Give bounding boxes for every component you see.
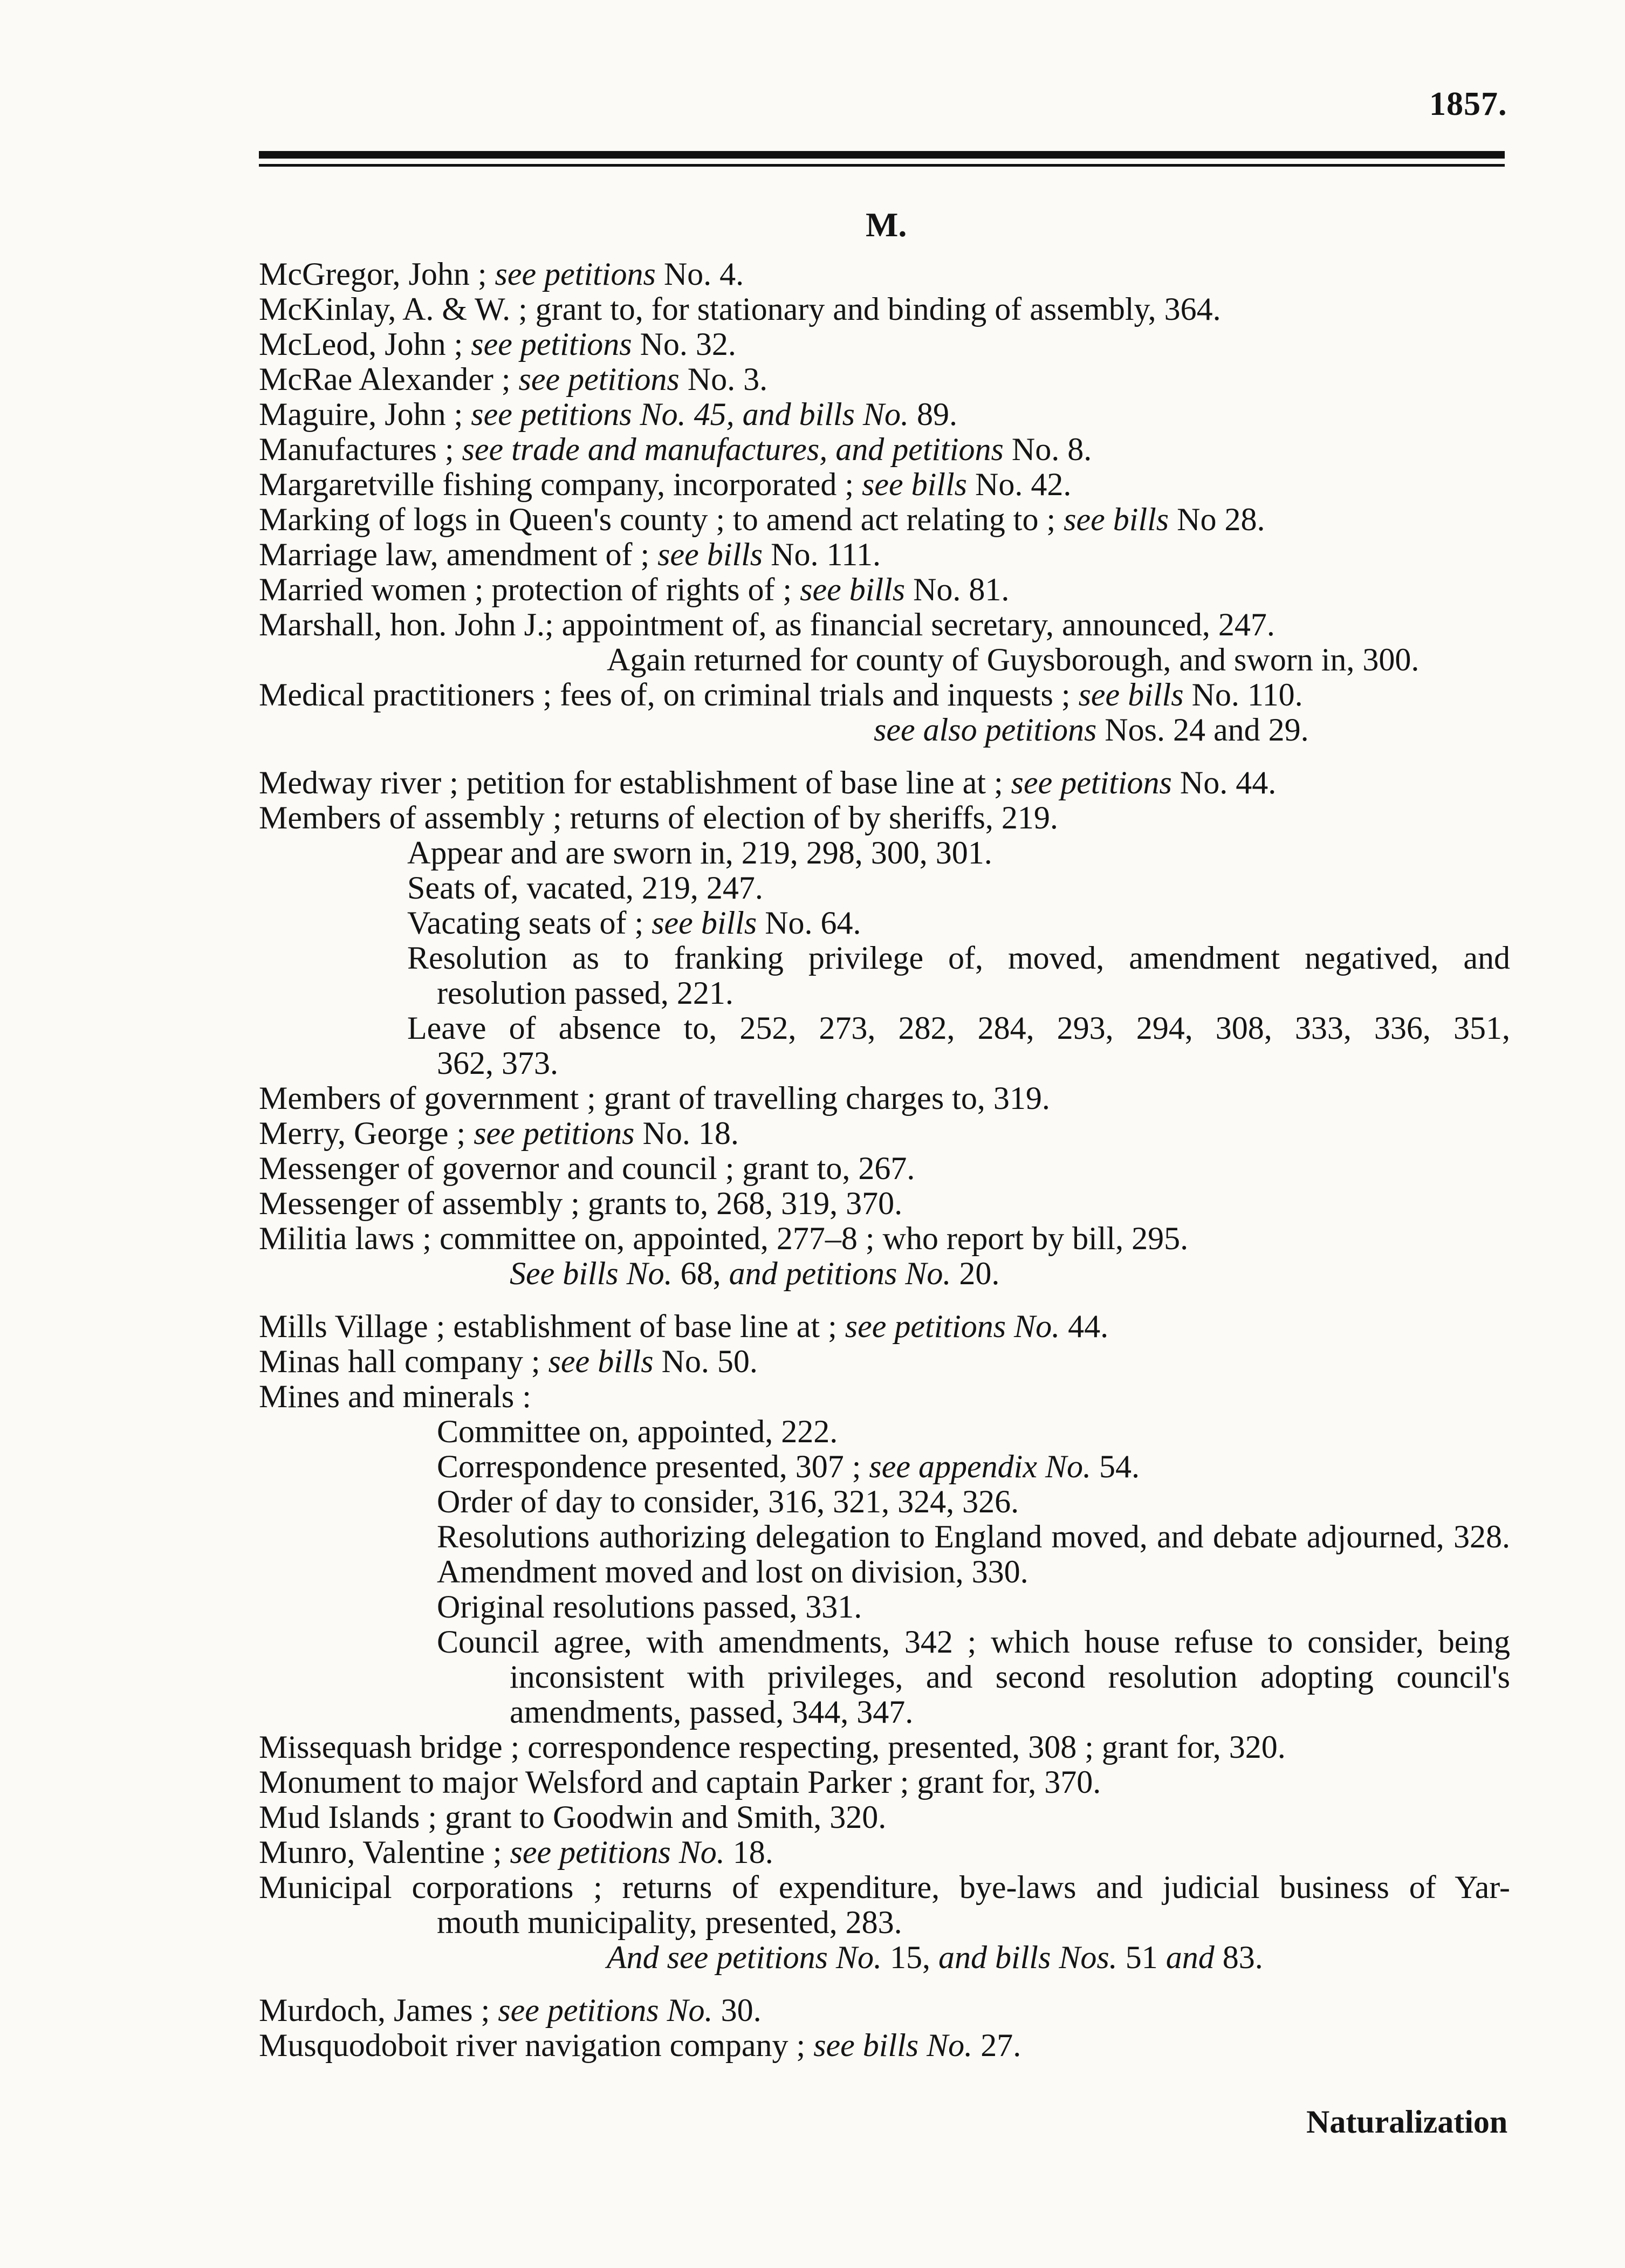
entry-text: Medical practitioners ; fees of, on criminal trials and inquests ;: [259, 677, 1079, 712]
index-line: [259, 1081, 1510, 1116]
entry-text: Committee on, appointed, 222.: [437, 1414, 838, 1449]
entry-text: Mud Islands ; grant to Goodwin and Smith, 320.: [259, 1799, 887, 1835]
italic-reference: see petitions No. 45, and bills No.: [471, 396, 909, 432]
index-line: [259, 397, 1510, 432]
index-line: [259, 1940, 1510, 1975]
entry-text: McRae Alexander ;: [259, 361, 519, 397]
entry-text: Manufactures ;: [259, 431, 462, 467]
index-line: [259, 467, 1510, 502]
entry-text: Order of day to consider, 316, 321, 324, 326.: [437, 1484, 1019, 1519]
italic-reference: see also petitions: [874, 712, 1097, 748]
section-letter: M.: [866, 205, 907, 244]
catchword: Naturalization: [1306, 2104, 1508, 2140]
index-line: [259, 906, 1510, 941]
index-line: [259, 1905, 1510, 1940]
entry-text: No. 111.: [763, 537, 881, 572]
entry-text: Members of government ; grant of travelling charges to, 319.: [259, 1080, 1050, 1116]
italic-reference: see petitions: [518, 361, 680, 397]
entry-text: amendments, passed, 344, 347.: [510, 1694, 914, 1730]
entry-text: Marriage law, amendment of ;: [259, 537, 658, 572]
entry-text: No. 81.: [905, 572, 1010, 607]
entry-text: Messenger of assembly ; grants to, 268, 319, 370.: [259, 1186, 903, 1221]
entry-gap: [259, 1291, 1510, 1309]
entry-gap: [259, 1975, 1510, 1993]
italic-reference: see bills: [800, 572, 906, 607]
italic-reference: see bills: [548, 1344, 654, 1379]
entry-text: Original resolutions passed, 331.: [437, 1589, 862, 1625]
double-rule-thick: [259, 151, 1505, 159]
index-line: [259, 432, 1510, 467]
entry-text: Seats of, vacated, 219, 247.: [407, 870, 763, 906]
entry-text: No. 64.: [757, 905, 861, 941]
entry-text: 15,: [881, 1940, 938, 1975]
index-line: [259, 362, 1510, 397]
index-line: [259, 1256, 1510, 1291]
index-line: [259, 1484, 1510, 1519]
italic-reference: see petitions: [495, 256, 656, 292]
entry-text: No. 50.: [653, 1344, 758, 1379]
entry-text: McGregor, John ;: [259, 256, 495, 292]
entry-text: 51: [1117, 1940, 1166, 1975]
index-line: [259, 1379, 1510, 1414]
index-line: [259, 1554, 1510, 1589]
index-line: [259, 1993, 1510, 2028]
entry-text: Married women ; protection of rights of ;: [259, 572, 800, 607]
entry-text: 68,: [672, 1256, 729, 1291]
entry-text: 27.: [972, 2027, 1021, 2063]
index-line: [259, 1151, 1510, 1186]
entry-text: Mills Village ; establishment of base line at ;: [259, 1308, 845, 1344]
entry-text: 362, 373.: [437, 1045, 558, 1081]
entry-text: No. 4.: [655, 256, 744, 292]
index-line: [259, 1116, 1510, 1151]
double-rule-thin: [259, 164, 1505, 167]
index-line: [259, 976, 1510, 1011]
entry-text: Militia laws ; committee on, appointed, 277–8 ; who report by bill, 295.: [259, 1221, 1189, 1256]
entry-text: inconsistent with privileges, and second resolution adopting council's: [510, 1659, 1510, 1695]
italic-reference: see trade and manufactures, and petitions: [462, 431, 1004, 467]
entry-text: Correspondence presented, 307 ;: [437, 1449, 869, 1484]
entry-text: 44.: [1060, 1308, 1109, 1344]
entry-text: No. 3.: [679, 361, 768, 397]
index-line: [259, 1186, 1510, 1221]
italic-reference: see appendix No.: [869, 1449, 1091, 1484]
index-line: [259, 1625, 1510, 1660]
entry-text: Mines and minerals :: [259, 1379, 531, 1414]
entry-text: Minas hall company ;: [259, 1344, 548, 1379]
italic-reference: see bills: [657, 537, 763, 572]
entry-text: No. 18.: [634, 1115, 739, 1151]
entry-text: 20.: [951, 1256, 1000, 1291]
italic-reference: see bills: [652, 905, 757, 941]
index-line: [259, 2028, 1510, 2063]
index-line: [259, 1835, 1510, 1870]
entry-text: McKinlay, A. & W. ; grant to, for stationary and binding of assembly, 364.: [259, 291, 1221, 327]
index-line: [259, 712, 1510, 748]
index-line: [259, 572, 1510, 607]
entry-text: Nos. 24 and 29.: [1096, 712, 1309, 748]
entry-text: Musquodoboit river navigation company ;: [259, 2027, 814, 2063]
entry-text: 54.: [1091, 1449, 1140, 1484]
index-line: [259, 677, 1510, 712]
italic-reference: and: [1165, 1940, 1215, 1975]
index-line: [259, 765, 1510, 800]
entry-text: 30.: [712, 1992, 762, 2028]
index-line: [259, 1589, 1510, 1625]
index-line: [259, 1046, 1510, 1081]
italic-reference: and petitions No.: [729, 1256, 951, 1291]
index-line: [259, 502, 1510, 537]
index-line: [259, 871, 1510, 906]
index-line: [259, 1414, 1510, 1449]
entry-text: Council agree, with amendments, 342 ; which house refuse to consider, being: [437, 1624, 1510, 1660]
italic-reference: see bills No.: [813, 2027, 973, 2063]
entry-text: Messenger of governor and council ; grant to, 267.: [259, 1150, 915, 1186]
index-line: [259, 257, 1510, 292]
entry-text: Again returned for county of Guysborough, and sworn in, 300.: [607, 642, 1420, 677]
entry-text: Resolution as to franking privilege of, moved, amendment negatived, and: [407, 940, 1510, 976]
italic-reference: see petitions No.: [498, 1992, 713, 2028]
entry-text: No. 8.: [1003, 431, 1092, 467]
italic-reference: see petitions No.: [845, 1308, 1060, 1344]
entry-text: Monument to major Welsford and captain Parker ; grant for, 370.: [259, 1764, 1101, 1800]
index-line: [259, 941, 1510, 976]
entry-text: Medway river ; petition for establishment of base line at ;: [259, 765, 1011, 800]
index-line: [259, 1695, 1510, 1730]
page-year: 1857.: [1429, 86, 1507, 122]
entry-text: No. 110.: [1183, 677, 1303, 712]
entry-text: Marking of logs in Queen's county ; to amend act relating to ;: [259, 502, 1064, 537]
index-line: [259, 327, 1510, 362]
entry-text: Margaretville fishing company, incorporated ;: [259, 467, 862, 502]
index-line: [259, 1011, 1510, 1046]
italic-reference: see petitions No.: [510, 1834, 725, 1870]
index-line: [259, 1344, 1510, 1379]
entry-text: Merry, George ;: [259, 1115, 474, 1151]
entry-text: Amendment moved and lost on division, 330.: [437, 1554, 1029, 1589]
entry-text: Maguire, John ;: [259, 396, 471, 432]
italic-reference: and bills Nos.: [938, 1940, 1117, 1975]
index-line: [259, 1765, 1510, 1800]
index-line: [259, 1800, 1510, 1835]
index-line: [259, 835, 1510, 871]
entry-text: No. 32.: [632, 326, 736, 362]
index-line: [259, 642, 1510, 677]
entry-text: Leave of absence to, 252, 273, 282, 284, 293, 294, 308, 333, 336, 351,: [407, 1010, 1510, 1046]
index-line: [259, 1660, 1510, 1695]
entry-text: Murdoch, James ;: [259, 1992, 498, 2028]
entry-text: 18.: [724, 1834, 773, 1870]
index-line: [259, 1870, 1510, 1905]
italic-reference: see petitions: [471, 326, 632, 362]
index-line: [259, 292, 1510, 327]
index-line: [259, 537, 1510, 572]
index-line: [259, 607, 1510, 642]
italic-reference: see bills: [862, 467, 967, 502]
entry-text: Resolutions authorizing delegation to England moved, and debate adjourned, 328.: [437, 1519, 1510, 1554]
index-entries: [259, 257, 1510, 2063]
entry-text: Munro, Valentine ;: [259, 1834, 510, 1870]
entry-gap: [259, 748, 1510, 765]
entry-text: mouth municipality, presented, 283.: [437, 1904, 902, 1940]
index-line: [259, 1449, 1510, 1484]
italic-reference: see bills: [1078, 677, 1184, 712]
entry-text: No. 42.: [966, 467, 1072, 502]
italic-reference: see bills: [1064, 502, 1169, 537]
entry-text: 83.: [1214, 1940, 1263, 1975]
italic-reference: See bills No.: [510, 1256, 673, 1291]
entry-text: Municipal corporations ; returns of expenditure, bye-laws and judicial business of Yar-: [259, 1869, 1510, 1905]
entry-text: 89.: [908, 396, 957, 432]
entry-text: McLeod, John ;: [259, 326, 471, 362]
entry-text: No 28.: [1169, 502, 1265, 537]
italic-reference: And see petitions No.: [607, 1940, 882, 1975]
index-line: [259, 800, 1510, 835]
index-line: [259, 1519, 1510, 1554]
entry-text: Missequash bridge ; correspondence respecting, presented, 308 ; grant for, 320.: [259, 1729, 1286, 1765]
entry-text: No. 44.: [1171, 765, 1277, 800]
index-line: [259, 1730, 1510, 1765]
entry-text: Appear and are sworn in, 219, 298, 300, 301.: [407, 835, 992, 871]
index-line: [259, 1309, 1510, 1344]
entry-text: Members of assembly ; returns of election of by sheriffs, 219.: [259, 800, 1058, 835]
italic-reference: see petitions: [474, 1115, 635, 1151]
entry-text: resolution passed, 221.: [437, 975, 733, 1011]
entry-text: Marshall, hon. John J.; appointment of, as financial secretary, announced, 247.: [259, 607, 1275, 642]
index-line: [259, 1221, 1510, 1256]
entry-text: Vacating seats of ;: [407, 905, 652, 941]
italic-reference: see petitions: [1011, 765, 1172, 800]
